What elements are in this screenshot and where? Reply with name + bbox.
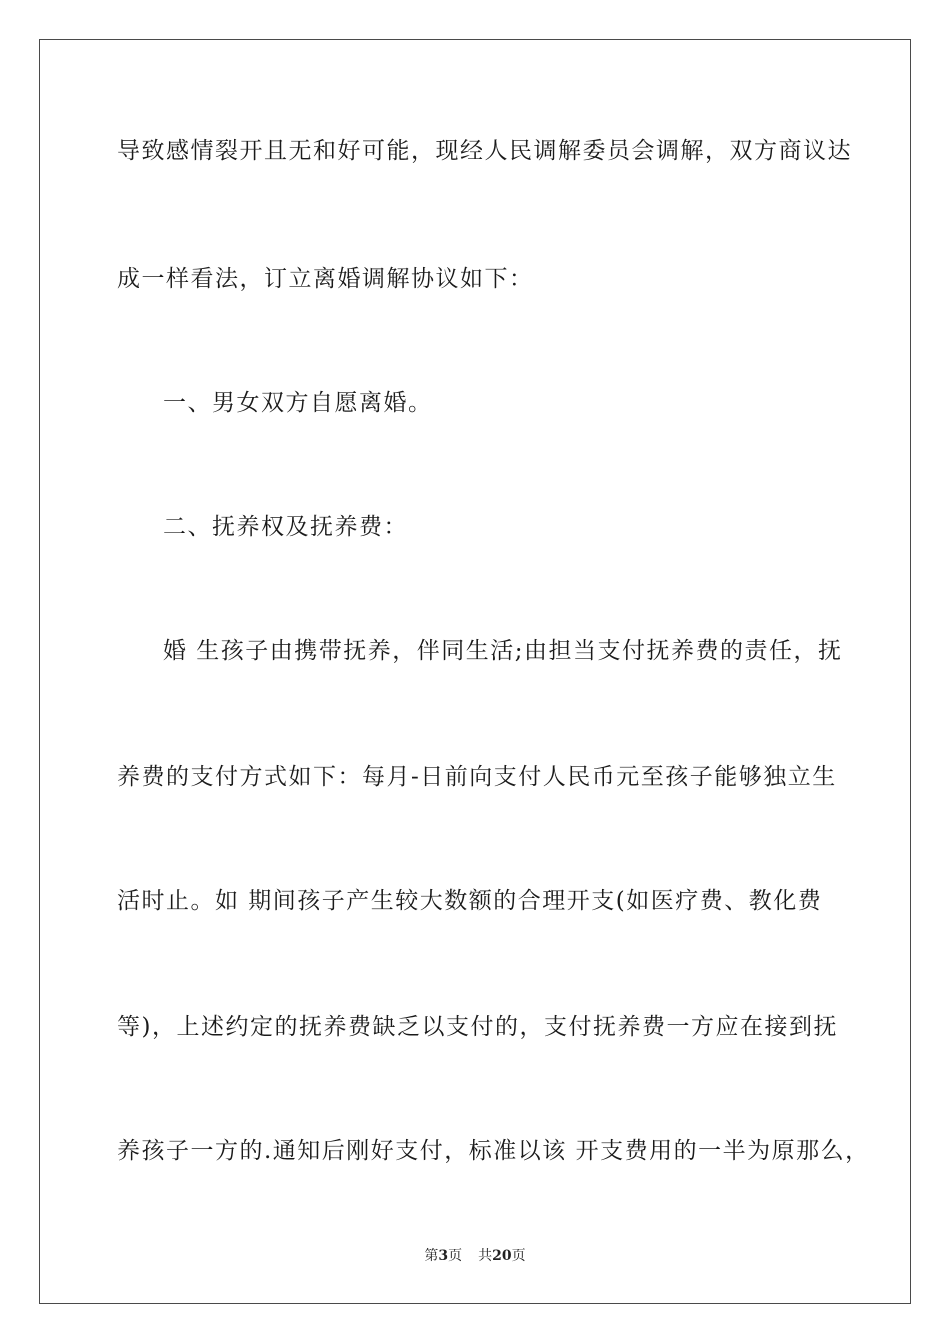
total-prefix: 共 — [478, 1248, 493, 1264]
clause-1-heading: 一、男女双方自愿离婚。 — [163, 390, 433, 416]
paragraph-line-1: 导致感情裂开且无和好可能，现经人民调解委员会调解，双方商议达 — [117, 138, 852, 164]
total-pages: 20 — [492, 1248, 512, 1264]
paragraph-line-2: 成一样看法，订立离婚调解协议如下： — [117, 266, 534, 292]
paragraph-line-7: 活时止。如 期间孩子产生较大数额的合理开支(如医疗费、教化费 — [117, 888, 823, 914]
paragraph-line-8: 等)，上述约定的抚养费缺乏以支付的，支付抚养费一方应在接到抚 — [117, 1014, 838, 1040]
page-suffix: 页 — [448, 1248, 463, 1264]
page-footer — [0, 1247, 950, 1265]
total-suffix: 页 — [511, 1248, 526, 1264]
paragraph-line-6: 养费的支付方式如下：每月-日前向支付人民币元至孩子能够独立生 — [117, 764, 837, 790]
page-prefix: 第 — [424, 1248, 439, 1264]
paragraph-line-5: 婚 生孩子由携带抚养，伴同生活;由担当支付抚养费的责任，抚 — [163, 638, 843, 664]
paragraph-line-9: 养孩子一方的.通知后刚好支付，标准以该 开支费用的一半为原那么， — [117, 1138, 870, 1164]
page-border — [39, 39, 911, 1304]
page-number: 3 — [438, 1248, 449, 1264]
clause-2-heading: 二、抚养权及抚养费： — [163, 514, 408, 540]
